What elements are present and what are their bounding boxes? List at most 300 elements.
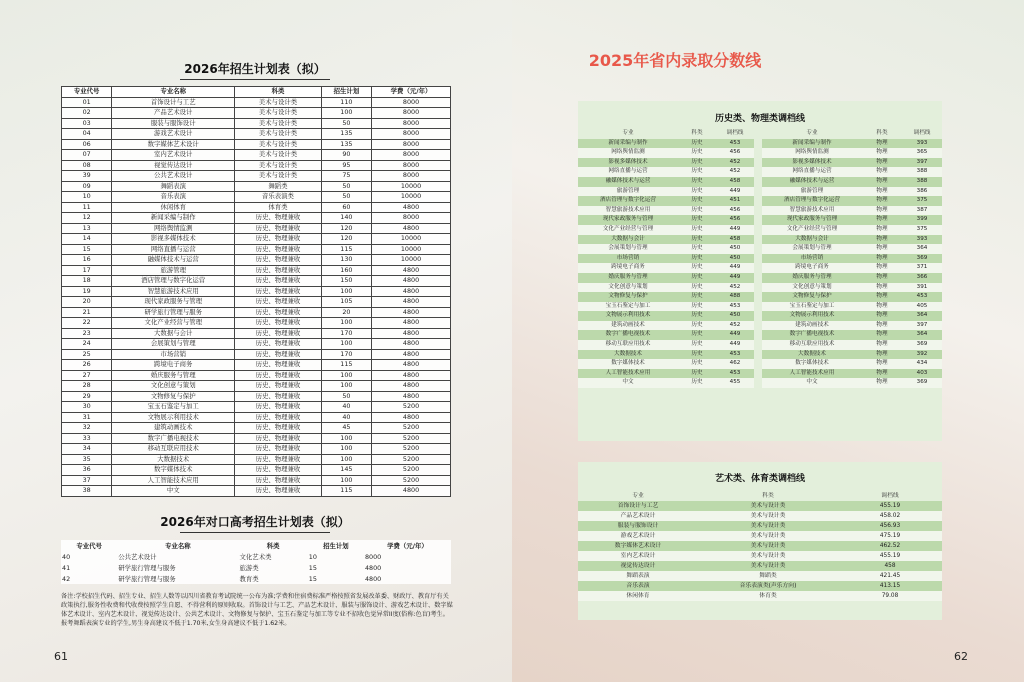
table-row (61, 551, 451, 562)
table-row (62, 139, 451, 150)
table-cell: 文物展示利用技术 (112, 412, 235, 423)
table-cell: 文化产业经营与管理 (112, 318, 235, 329)
table-cell: 95 (321, 160, 371, 171)
table-cell: 12 (62, 213, 112, 224)
table-cell: 100 (321, 370, 371, 381)
table-cell: 大数据与会计 (762, 235, 862, 245)
table-row (578, 340, 942, 350)
column-header: 学费（元/年） (387, 542, 428, 550)
table-cell: 8000 (364, 552, 382, 561)
table-row (62, 349, 451, 360)
table-cell: 11 (62, 202, 112, 213)
table-cell: 网络直播与运营 (578, 167, 678, 177)
table-cell: 375 (902, 196, 942, 206)
table-cell: 50 (321, 391, 371, 402)
table-row (62, 370, 451, 381)
table-cell: 20 (62, 297, 112, 308)
table-cell: 110 (321, 97, 371, 108)
table-cell: 公共艺术设计 (112, 171, 235, 182)
table-cell: 物理 (862, 254, 902, 264)
table-row (578, 501, 942, 511)
column-header: 调档线 (726, 130, 744, 136)
table-cell: 首饰设计与工艺 (578, 501, 698, 511)
table-cell: 历史、物理兼收 (235, 297, 322, 308)
table-cell: 8000 (372, 97, 451, 108)
table-cell: 历史、物理兼收 (235, 444, 322, 455)
column-header: 专业代号 (62, 87, 112, 98)
table-cell: 01 (62, 97, 112, 108)
table-cell: 455.19 (838, 551, 942, 561)
table-cell: 舞蹈表演 (112, 181, 235, 192)
table-cell: 393 (902, 235, 942, 245)
table-cell: 跨境电子商务 (762, 263, 862, 273)
table-cell: 影视多媒体技术 (762, 158, 862, 168)
history-physics-title: 历史类、物理类调档线 (714, 114, 805, 124)
table-cell: 历史、物理兼收 (235, 328, 322, 339)
table-cell: 音乐表演 (578, 581, 698, 591)
table-cell: 8000 (372, 108, 451, 119)
table-cell: 462.52 (838, 541, 942, 551)
table-cell: 舞蹈类 (698, 571, 838, 581)
title-underline (180, 532, 330, 533)
table-cell: 60 (321, 202, 371, 213)
table-cell: 04 (62, 129, 112, 140)
table-cell: 物理 (862, 321, 902, 331)
table-cell: 历史、物理兼收 (235, 286, 322, 297)
column-header: 科类 (235, 87, 322, 98)
table-cell: 美术与设计类 (235, 150, 322, 161)
table-cell: 170 (321, 328, 371, 339)
table-row (61, 562, 451, 573)
table-row (62, 307, 451, 318)
table-cell: 8000 (372, 118, 451, 129)
table-cell: 24 (62, 339, 112, 350)
table-cell: 历史 (678, 235, 716, 245)
table-row (62, 318, 451, 329)
column-gap (754, 225, 762, 235)
table-cell: 150 (321, 276, 371, 287)
column-gap (754, 330, 762, 340)
table-row (62, 454, 451, 465)
table-cell: 文化产业经营与管理 (762, 225, 862, 235)
table-cell: 移动互联应用技术 (112, 444, 235, 455)
column-gap (754, 273, 762, 283)
table-cell: 458 (716, 177, 754, 187)
table-cell: 历史 (678, 321, 716, 331)
table-row (578, 330, 942, 340)
table-cell: 宝玉石鉴定与加工 (112, 402, 235, 413)
table-row (62, 475, 451, 486)
table-cell: 美术与设计类 (235, 171, 322, 182)
table-cell: 网络直播与运营 (762, 167, 862, 177)
table-cell: 美术与设计类 (698, 551, 838, 561)
table-cell: 371 (902, 263, 942, 273)
table-cell: 旅游管理 (578, 187, 678, 197)
table-cell: 历史、物理兼收 (235, 402, 322, 413)
column-header: 科类 (266, 542, 280, 550)
table-row (62, 423, 451, 434)
table-cell: 458 (838, 561, 942, 571)
table-cell: 455 (716, 378, 754, 388)
table-row (578, 225, 942, 235)
table-cell: 历史、物理兼收 (235, 255, 322, 266)
table-cell: 历史 (678, 158, 716, 168)
column-gap (754, 215, 762, 225)
table-cell: 物理 (862, 340, 902, 350)
table-cell: 42 (62, 574, 71, 583)
table-cell: 453 (902, 292, 942, 302)
table-cell: 物理 (862, 177, 902, 187)
table-row (62, 213, 451, 224)
table-cell: 历史 (678, 350, 716, 360)
table-cell: 历史、物理兼收 (235, 433, 322, 444)
table-cell: 历史 (678, 292, 716, 302)
table-cell: 历史 (678, 244, 716, 254)
table-row (578, 244, 942, 254)
table-cell: 20 (321, 307, 371, 318)
table-row (578, 541, 942, 551)
table-cell: 386 (902, 187, 942, 197)
table-cell: 456 (716, 215, 754, 225)
table-cell: 历史 (678, 302, 716, 312)
table-cell: 酒店管理与数字化运营 (762, 196, 862, 206)
table-cell: 历史、物理兼收 (235, 223, 322, 234)
table-cell: 旅游管理 (112, 265, 235, 276)
table-cell: 建筑动画技术 (112, 423, 235, 434)
page-number-right: 62 (954, 650, 968, 663)
table-cell: 25 (62, 349, 112, 360)
table-cell: 130 (321, 255, 371, 266)
table-cell: 364 (902, 330, 942, 340)
table-row (578, 521, 942, 531)
column-header: 科类 (876, 130, 888, 136)
table-cell: 历史 (678, 283, 716, 293)
table-cell: 历史、物理兼收 (235, 412, 322, 423)
table-cell: 室内艺术设计 (112, 150, 235, 161)
table-cell: 120 (321, 223, 371, 234)
table-cell: 8000 (372, 160, 451, 171)
plan-table-title: 2026年招生计划表（拟） (60, 60, 450, 80)
table-cell: 5200 (372, 444, 451, 455)
table-cell: 449 (716, 340, 754, 350)
table-cell: 美术与设计类 (698, 521, 838, 531)
table-cell: 458.02 (838, 511, 942, 521)
table-cell: 历史 (678, 167, 716, 177)
table-cell: 研学旅行管理与服务 (118, 575, 176, 583)
table-row (62, 444, 451, 455)
table-cell: 8000 (372, 213, 451, 224)
table-cell: 449 (716, 273, 754, 283)
table-row (62, 381, 451, 392)
table-cell: 449 (716, 225, 754, 235)
table-cell: 历史、物理兼收 (235, 370, 322, 381)
table-cell: 453 (716, 369, 754, 379)
table-cell: 物理 (862, 378, 902, 388)
table-row (578, 177, 942, 187)
table-cell: 移动互联应用技术 (762, 340, 862, 350)
table-row (62, 118, 451, 129)
table-cell: 4800 (372, 391, 451, 402)
table-cell: 现代家政服务与管理 (762, 215, 862, 225)
table-cell: 449 (716, 187, 754, 197)
table-cell: 教育类 (239, 575, 259, 583)
table-row (578, 369, 942, 379)
table-cell: 456 (716, 148, 754, 158)
table-cell: 399 (902, 215, 942, 225)
table-cell: 100 (321, 381, 371, 392)
table-cell: 历史 (678, 340, 716, 350)
column-header: 招生计划 (321, 87, 371, 98)
table-cell: 建筑动画技术 (762, 321, 862, 331)
table-cell: 历史 (678, 215, 716, 225)
table-cell: 100 (321, 286, 371, 297)
table-cell: 文物修复与保护 (762, 292, 862, 302)
table-cell: 100 (321, 433, 371, 444)
table-cell: 456 (716, 206, 754, 216)
table-cell: 100 (321, 339, 371, 350)
table-cell: 28 (62, 381, 112, 392)
table-cell: 75 (321, 171, 371, 182)
table-cell: 45 (321, 423, 371, 434)
table-cell: 455.19 (838, 501, 942, 511)
table-cell: 10000 (372, 181, 451, 192)
table-cell: 婚庆服务与管理 (762, 273, 862, 283)
table-row (62, 181, 451, 192)
table-cell: 音乐表演类 (235, 192, 322, 203)
column-header: 专业代号 (76, 542, 102, 550)
table-cell: 物理 (862, 215, 902, 225)
table-cell: 历史、物理兼收 (235, 339, 322, 350)
table-cell: 历史、物理兼收 (235, 349, 322, 360)
table-cell: 中文 (578, 378, 678, 388)
table-cell: 09 (62, 181, 112, 192)
table-row (62, 486, 451, 497)
table-cell: 智慧旅游技术应用 (578, 206, 678, 216)
table-cell: 历史 (678, 206, 716, 216)
table-cell: 文化创意与策划 (578, 283, 678, 293)
column-gap (754, 196, 762, 206)
table-cell: 14 (62, 234, 112, 245)
table-row (62, 244, 451, 255)
table-cell: 4800 (372, 349, 451, 360)
column-gap (754, 350, 762, 360)
table-cell: 421.45 (838, 571, 942, 581)
table-cell: 影视多媒体技术 (112, 234, 235, 245)
column-gap (754, 254, 762, 264)
table-cell: 4800 (372, 286, 451, 297)
table-cell: 历史 (678, 254, 716, 264)
table-cell: 休闲体育 (112, 202, 235, 213)
table-cell: 影视多媒体技术 (578, 158, 678, 168)
table-cell: 物理 (862, 158, 902, 168)
table-cell: 物理 (862, 225, 902, 235)
table-cell: 美术与设计类 (698, 541, 838, 551)
table-cell: 369 (902, 254, 942, 264)
table-cell: 历史、物理兼收 (235, 486, 322, 497)
table-cell: 酒店管理与数字化运营 (112, 276, 235, 287)
table-cell: 历史、物理兼收 (235, 276, 322, 287)
table-cell: 音乐表演类(声乐方向) (698, 581, 838, 591)
table-cell: 4800 (372, 381, 451, 392)
table-cell: 物理 (862, 330, 902, 340)
table-cell: 40 (62, 552, 71, 561)
table-cell: 游戏艺术设计 (112, 129, 235, 140)
table-cell: 网络舆情监测 (762, 148, 862, 158)
table-cell: 历史、物理兼收 (235, 381, 322, 392)
table-cell: 历史 (678, 148, 716, 158)
table-cell: 大数据技术 (578, 350, 678, 360)
table-cell: 17 (62, 265, 112, 276)
table-cell: 历史 (678, 330, 716, 340)
table-cell: 文物展示利用技术 (578, 311, 678, 321)
table-cell: 网络舆情监测 (578, 148, 678, 158)
table-cell: 现代家政服务与管理 (112, 297, 235, 308)
table-cell: 建筑动画技术 (578, 321, 678, 331)
column-header: 专业 (622, 130, 634, 136)
table-cell: 453 (716, 139, 754, 149)
table-cell: 美术与设计类 (235, 160, 322, 171)
table-cell: 宝玉石鉴定与加工 (578, 302, 678, 312)
column-gap (754, 206, 762, 216)
table-cell: 5200 (372, 475, 451, 486)
table-cell: 5200 (372, 423, 451, 434)
table-cell: 100 (321, 475, 371, 486)
table-row (578, 378, 942, 388)
table-cell: 4800 (372, 486, 451, 497)
table-cell: 宝玉石鉴定与加工 (762, 302, 862, 312)
table-cell: 50 (321, 181, 371, 192)
table-cell: 100 (321, 318, 371, 329)
table-cell: 中文 (112, 486, 235, 497)
table-cell: 新闻采编与制作 (112, 213, 235, 224)
table-cell: 452 (716, 283, 754, 293)
table-row (578, 302, 942, 312)
art-sports-panel (578, 462, 942, 620)
table-cell: 388 (902, 167, 942, 177)
table-cell: 115 (321, 244, 371, 255)
table-cell: 4800 (364, 563, 382, 572)
table-cell: 160 (321, 265, 371, 276)
table-cell: 29 (62, 391, 112, 402)
table-cell: 历史、物理兼收 (235, 423, 322, 434)
table-cell: 物理 (862, 167, 902, 177)
column-header: 专业名称 (112, 87, 235, 98)
table-cell: 视觉传达设计 (578, 561, 698, 571)
table-cell: 10 (62, 192, 112, 203)
table-cell: 美术与设计类 (698, 531, 838, 541)
table-row (62, 465, 451, 476)
table-cell: 大数据与会计 (578, 235, 678, 245)
table-cell: 41 (62, 563, 71, 572)
table-cell: 4800 (364, 574, 382, 583)
table-cell: 大数据与会计 (112, 328, 235, 339)
table-cell: 8000 (372, 150, 451, 161)
table-cell: 室内艺术设计 (578, 551, 698, 561)
table-cell: 市场营销 (112, 349, 235, 360)
table-cell: 历史 (678, 359, 716, 369)
table-cell: 36 (62, 465, 112, 476)
history-physics-score-table (578, 129, 942, 388)
table-cell: 物理 (862, 244, 902, 254)
table-row (62, 129, 451, 140)
table-row (578, 292, 942, 302)
table-cell: 视觉传达设计 (112, 160, 235, 171)
column-gap (754, 235, 762, 245)
table-row (578, 254, 942, 264)
table-row (62, 328, 451, 339)
table-cell: 会展策划与管理 (112, 339, 235, 350)
table-cell: 120 (321, 234, 371, 245)
table-cell: 115 (321, 360, 371, 371)
table-cell: 智慧旅游技术应用 (762, 206, 862, 216)
table-row (578, 139, 942, 149)
table-cell: 物理 (862, 196, 902, 206)
table-cell: 453 (716, 302, 754, 312)
table-cell: 现代家政服务与管理 (578, 215, 678, 225)
admission-scores-title: 2025年省内录取分数线 (588, 51, 762, 70)
table-cell: 历史、物理兼收 (235, 391, 322, 402)
table-cell: 游戏艺术设计 (578, 531, 698, 541)
table-cell: 26 (62, 360, 112, 371)
table-cell: 文物展示利用技术 (762, 311, 862, 321)
table-cell: 8000 (372, 171, 451, 182)
table-cell: 研学旅行管理与服务 (118, 564, 176, 572)
table-row (578, 283, 942, 293)
table-cell: 历史、物理兼收 (235, 465, 322, 476)
table-cell: 人工智能技术应用 (762, 369, 862, 379)
table-cell: 美术与设计类 (235, 118, 322, 129)
table-row (578, 148, 942, 158)
table-cell: 456.93 (838, 521, 942, 531)
table-cell: 19 (62, 286, 112, 297)
column-gap (754, 283, 762, 293)
table-cell: 369 (902, 378, 942, 388)
table-cell: 4800 (372, 265, 451, 276)
table-cell: 32 (62, 423, 112, 434)
column-gap (754, 292, 762, 302)
table-cell: 475.19 (838, 531, 942, 541)
table-row (578, 551, 942, 561)
table-cell: 历史、物理兼收 (235, 265, 322, 276)
table-cell: 休闲体育 (578, 591, 698, 601)
table-cell: 融媒体技术与运营 (762, 177, 862, 187)
table-cell: 452 (716, 167, 754, 177)
table-cell: 中文 (762, 378, 862, 388)
table-cell: 历史、物理兼收 (235, 213, 322, 224)
table-cell: 393 (902, 139, 942, 149)
table-cell: 453 (716, 350, 754, 360)
history-physics-panel (578, 101, 942, 441)
table-cell: 数字媒体技术 (578, 359, 678, 369)
table-cell: 375 (902, 225, 942, 235)
table-cell: 02 (62, 108, 112, 119)
table-cell: 历史 (678, 273, 716, 283)
table-cell: 文物修复与保护 (112, 391, 235, 402)
column-header: 科类 (691, 130, 703, 136)
table-cell: 387 (902, 206, 942, 216)
table-cell: 07 (62, 150, 112, 161)
column-header: 专业名称 (165, 542, 191, 550)
table-cell: 366 (902, 273, 942, 283)
table-row (578, 196, 942, 206)
table-cell: 旅游管理 (762, 187, 862, 197)
table-cell: 15 (308, 563, 317, 572)
table-cell: 会展策划与管理 (578, 244, 678, 254)
column-gap (754, 167, 762, 177)
table-cell: 物理 (862, 235, 902, 245)
table-cell: 08 (62, 160, 112, 171)
table-row (62, 192, 451, 203)
